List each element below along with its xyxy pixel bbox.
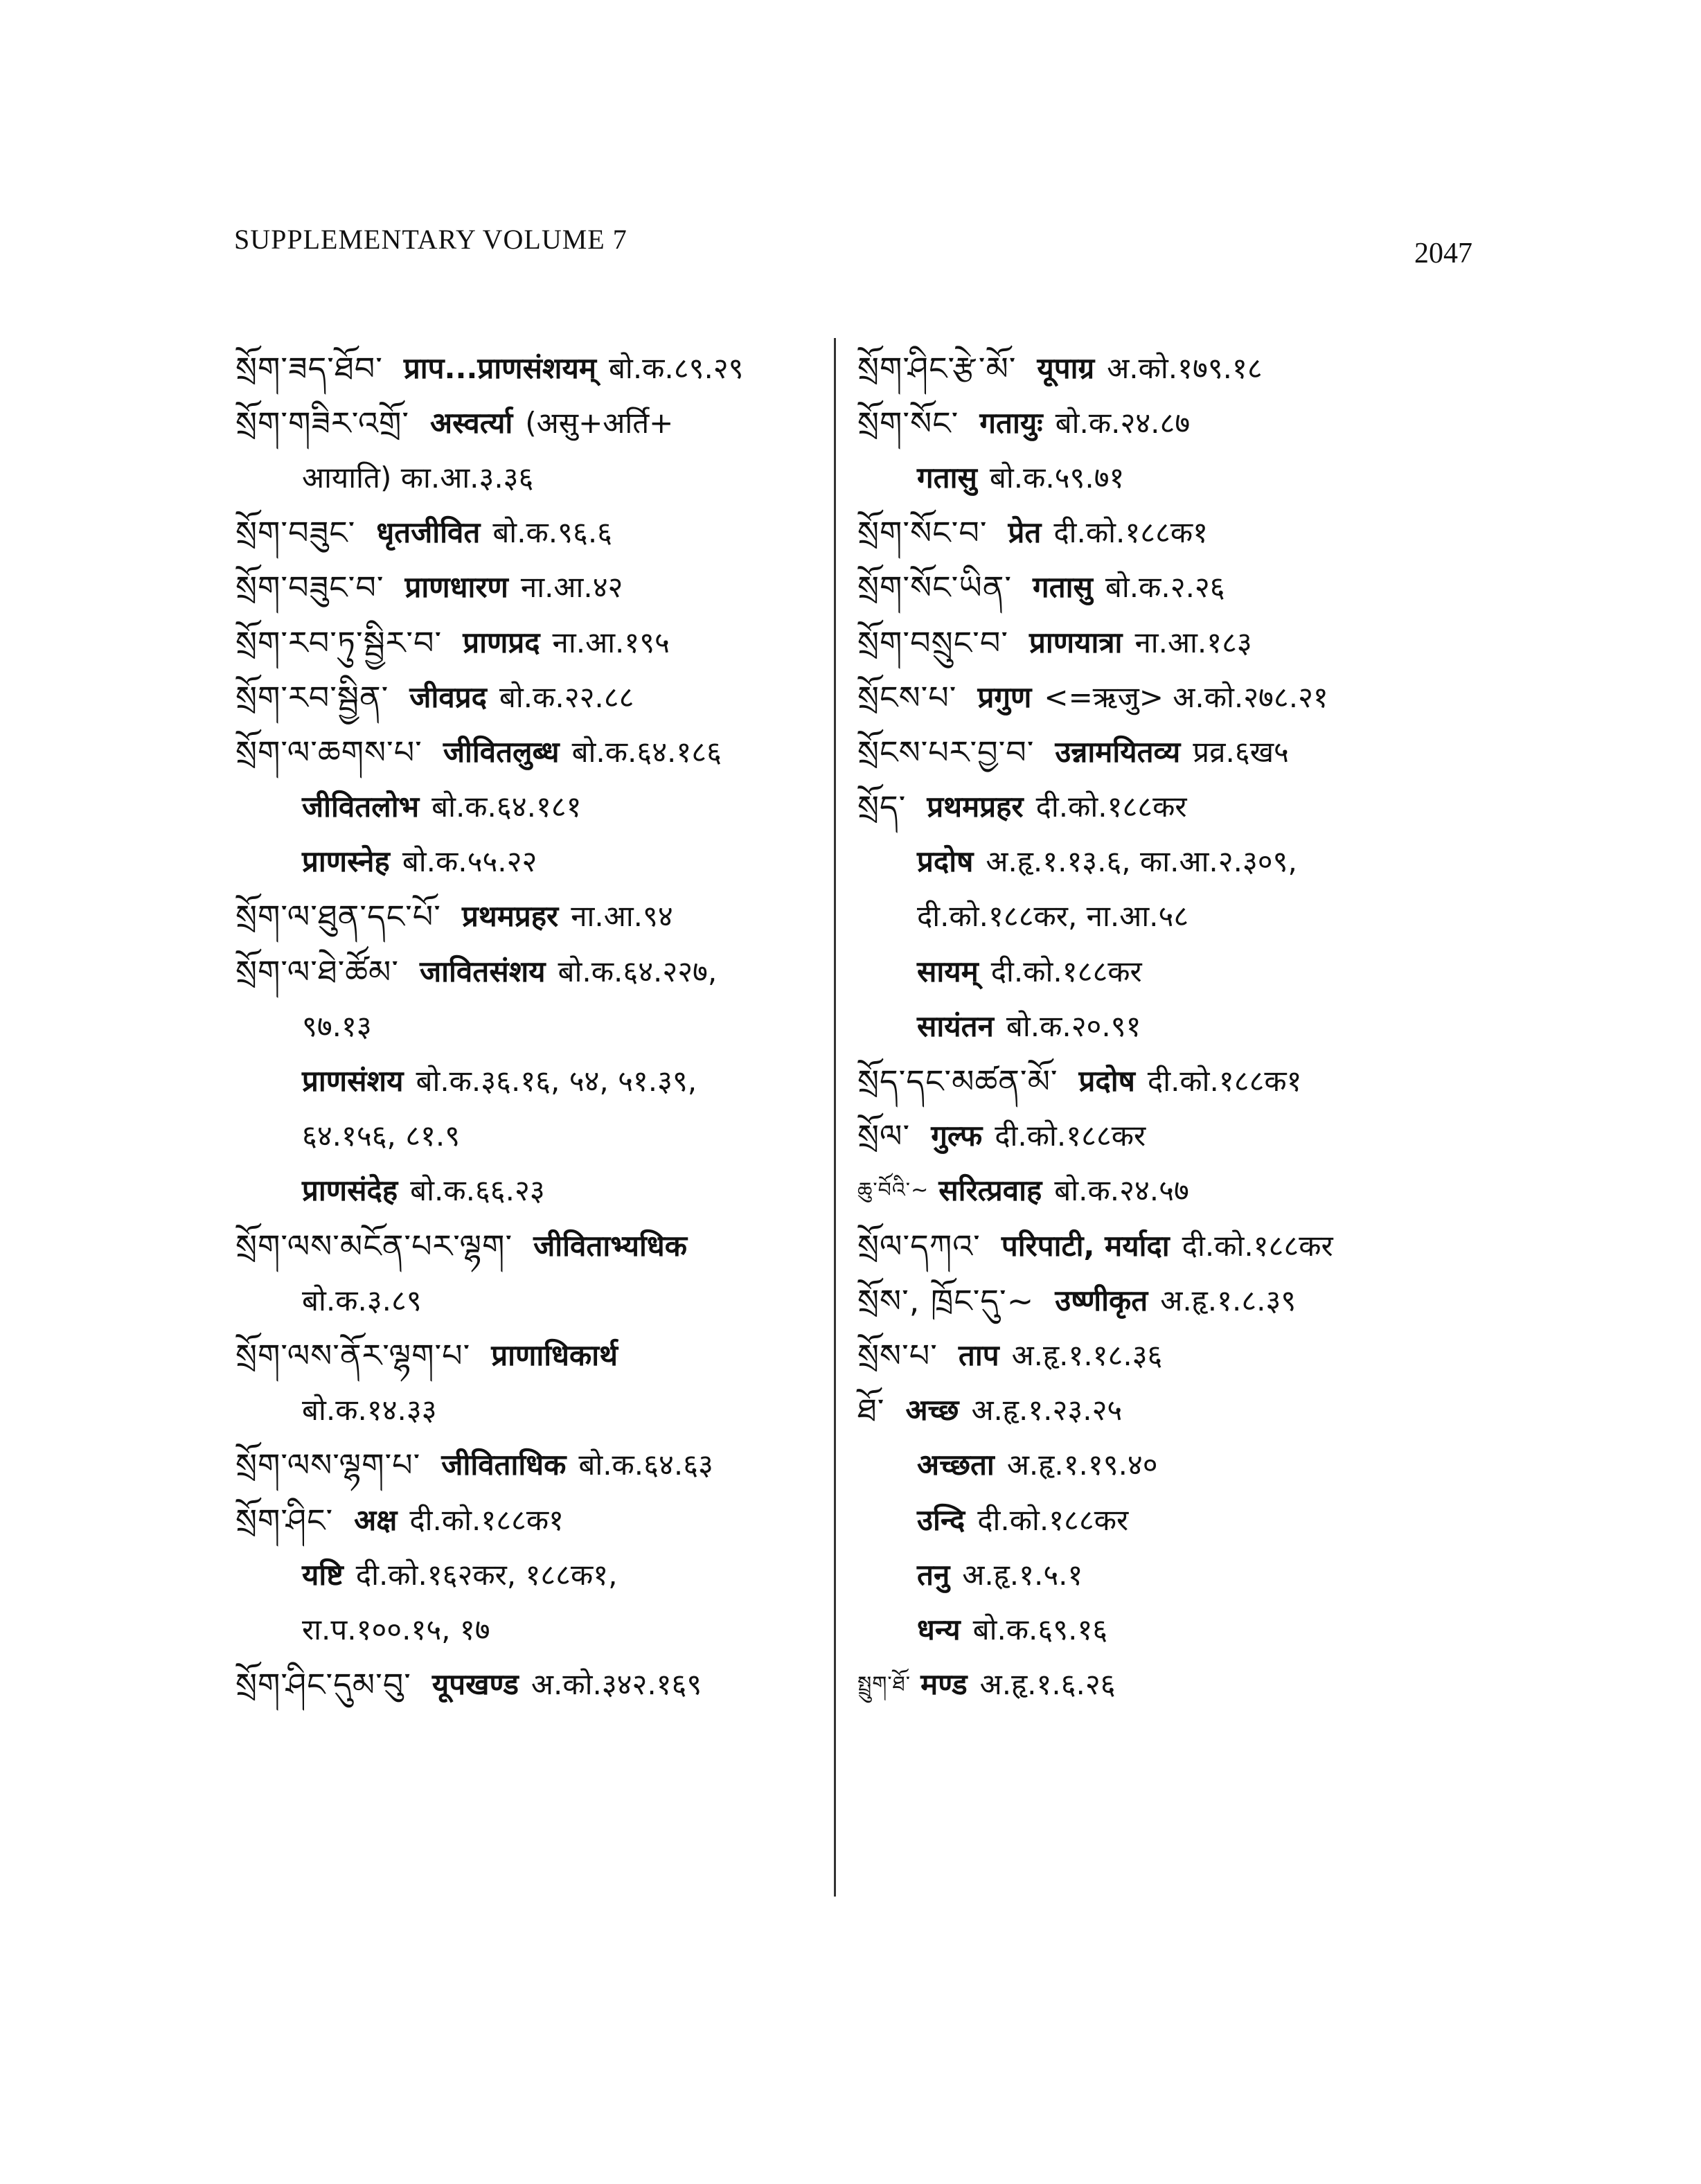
sanskrit-equivalent: प्राणाधिकार्थ [491, 1338, 618, 1372]
entry-line [857, 1218, 1467, 1273]
entry-line [235, 1547, 831, 1602]
sanskrit-equivalent: परिपाटी, मर्यादा [1001, 1228, 1170, 1263]
entry-line [857, 1109, 1467, 1164]
tibetan-headword: སྲོག་སོང་ [857, 404, 959, 442]
entry-line [857, 999, 1467, 1054]
sanskrit-equivalent: सरित्प्रवाह [938, 1173, 1042, 1208]
entry-line [857, 560, 1467, 615]
source-reference: दी.को.१८८कर [990, 954, 1142, 988]
source-reference: ना.आ.९४ [571, 899, 673, 934]
tibetan-headword: སྲོས་པ་ [857, 1336, 938, 1374]
tibetan-headword: སྲོག་ལ་ཐུན་དང་པོ་ [235, 898, 441, 936]
source-reference: बो.क.२४.८७ [1055, 405, 1191, 440]
sanskrit-equivalent: प्रदोष [917, 844, 974, 879]
source-reference: अ.हृ.१.१९.४० [1006, 1448, 1158, 1482]
sanskrit-equivalent: प्राणसंशय [302, 1064, 404, 1099]
source-reference: बो.क.५९.७१ [989, 460, 1125, 495]
entry-line [857, 1438, 1467, 1493]
entry-line [235, 889, 831, 944]
tibetan-headword: སྲོག་རབ་ཏུ་སྦྱིར་བ་ [235, 623, 443, 662]
sanskrit-equivalent: अच्छता [917, 1448, 995, 1482]
sanskrit-equivalent: सायम् [917, 954, 979, 988]
tibetan-headword: སྲོག་ལས་ནོར་ལྷག་པ་ [235, 1336, 471, 1374]
entry-line [235, 1328, 831, 1383]
tibetan-headword: སྤྲུག་ཐོ་ [857, 1672, 911, 1697]
sanskrit-equivalent: प्राणस्नेह [302, 844, 390, 879]
source-reference: बो.क.१४.३३ [302, 1393, 437, 1428]
entry-line [235, 835, 831, 889]
tibetan-headword: སྲོག་ཤིང་དུམ་བུ་ [235, 1666, 411, 1704]
sanskrit-equivalent: गुल्फ [931, 1119, 983, 1153]
sanskrit-equivalent: जीविताभ्यधिक [533, 1228, 687, 1263]
entry-line [857, 506, 1467, 560]
sanskrit-equivalent: प्रगुण [977, 680, 1032, 714]
entry-line [857, 780, 1467, 835]
entry-line [235, 944, 831, 999]
tibetan-headword: སྲོག་སོང་ཡིན་ [857, 569, 1013, 607]
entry-line [857, 670, 1467, 725]
source-reference: अ.हृ.१.१८.३६ [1011, 1338, 1163, 1372]
tibetan-headword: སྲོངས་པ་ [857, 678, 957, 716]
left-column [235, 341, 831, 1712]
sanskrit-equivalent: प्रदोष [1078, 1064, 1135, 1099]
entry-line [857, 1164, 1467, 1218]
entry-line [857, 341, 1467, 396]
source-reference: अ.हृ.१.२३.२५ [971, 1393, 1123, 1428]
source-reference: दी.को.१८८कर [995, 1119, 1146, 1153]
source-reference: बो.क.९६.६ [492, 515, 613, 550]
sanskrit-equivalent: धन्य [917, 1612, 961, 1646]
sanskrit-equivalent: गतासु [1033, 570, 1093, 605]
entry-line [235, 1493, 831, 1547]
entry-line [235, 1438, 831, 1493]
source-reference: दी.को.१८८कर [1182, 1228, 1333, 1263]
tibetan-headword: སྲོག་གཟིར་འགྲོ་ [235, 404, 409, 442]
source-reference: बो.क.६६.२३ [410, 1173, 545, 1208]
source-reference: बो.क.६४.१८१ [431, 790, 582, 824]
entry-line [235, 780, 831, 835]
source-reference: बो.क.३.८९ [302, 1283, 422, 1317]
sanskrit-equivalent: उन्नामयितव्य [1055, 734, 1181, 769]
entry-line [235, 560, 831, 615]
tibetan-headword: སྲོད་དང་མཚན་མོ་ [857, 1063, 1058, 1101]
entry-line [235, 450, 831, 505]
entry-line [235, 615, 831, 670]
tibetan-headword: སྲོལ་དཀའ་ [857, 1227, 981, 1265]
tibetan-headword: སྲོག་ཤིང་རྩེ་མོ་ [857, 349, 1017, 387]
entry-line [235, 1109, 831, 1164]
sanskrit-equivalent: धृतजीवित [376, 515, 481, 550]
tibetan-headword: སྲོལ་ [857, 1117, 911, 1155]
entry-line [235, 506, 831, 560]
right-column [857, 341, 1467, 1712]
entry-line [857, 1383, 1467, 1438]
column-divider [834, 338, 836, 1897]
tibetan-headword: སྲོག་ལས་ལྷག་པ་ [235, 1446, 421, 1484]
entry-line [857, 450, 1467, 505]
sanskrit-equivalent: प्राप...प्राणसंशयम् [403, 350, 596, 385]
sanskrit-equivalent: प्राणयात्रा [1028, 625, 1123, 659]
source-reference: दी.को.१८८कर [1035, 790, 1187, 824]
sanskrit-equivalent: गतासु [917, 460, 977, 495]
sanskrit-equivalent: जीविताधिक [441, 1448, 567, 1482]
source-reference: ना.आ.१९५ [552, 625, 670, 659]
tibetan-headword: སྲོག་ལ་ཆགས་པ་ [235, 733, 422, 771]
entry-line [235, 999, 831, 1054]
source-reference: अ.हृ.१.६.२६ [979, 1667, 1116, 1702]
source-reference: दी.को.१८८कर [977, 1502, 1129, 1537]
page-number: 2047 [1414, 238, 1472, 269]
entry-line [235, 1383, 831, 1438]
source-reference: दी.को.१८८क१ [1053, 515, 1208, 550]
sanskrit-equivalent: यूपखण्ड [431, 1667, 519, 1702]
entry-line [857, 944, 1467, 999]
tibetan-headword: ཐོ་ [857, 1392, 885, 1430]
tibetan-headword: སྲོག་སོང་བ་ [857, 514, 988, 552]
sanskrit-equivalent: ताप [958, 1338, 999, 1372]
source-reference: बो.क.६४.६३ [578, 1448, 713, 1482]
tibetan-headword: སྲོག་ལ་ཐེ་ཚོམ་ [235, 952, 399, 991]
sanskrit-equivalent: जावितसंशय [420, 954, 546, 988]
entry-line [857, 615, 1467, 670]
source-reference: अ.हृ.१.८.३९ [1160, 1283, 1297, 1317]
tibetan-headword: སྲོག་བཟུང་ [235, 514, 356, 552]
source-reference: अ.को.१७९.१८ [1107, 350, 1263, 385]
sanskrit-equivalent: अच्छ [905, 1393, 959, 1428]
running-head: SUPPLEMENTARY VOLUME 7 [234, 224, 627, 255]
entry-line [235, 1218, 831, 1273]
sanskrit-equivalent: जीवितलुब्ध [443, 734, 560, 769]
sanskrit-equivalent: उष्णीकृत [1055, 1283, 1148, 1317]
sanskrit-equivalent: प्रथमप्रहर [461, 899, 559, 934]
source-reference: दी.को.१८८कर, ना.आ.५८ [917, 899, 1189, 934]
source-reference: ना.आ.१८३ [1134, 625, 1252, 659]
source-reference: प्रव्र.६ख५ [1193, 734, 1289, 769]
tibetan-headword: སྲོངས་པར་བྱ་བ་ [857, 733, 1035, 771]
sanskrit-equivalent: यूपाग्र [1037, 350, 1095, 385]
tibetan-headword: ཆུ་བོའི་~ [857, 1178, 929, 1203]
source-reference: बो.क.६९.१६ [972, 1612, 1108, 1646]
sanskrit-equivalent: प्राणधारण [404, 570, 508, 605]
sanskrit-equivalent: यष्टि [302, 1557, 344, 1592]
sanskrit-equivalent: प्राणप्रद [463, 625, 540, 659]
source-reference: आयाति) का.आ.३.३६ [302, 460, 534, 495]
source-reference: बो.क.६४.१८६ [571, 734, 722, 769]
sanskrit-equivalent: जीवप्रद [409, 680, 487, 714]
entry-line [235, 341, 831, 396]
source-reference: अ.हृ.१.१३.६, का.आ.२.३०९, [986, 844, 1297, 879]
entry-line [857, 1547, 1467, 1602]
source-reference: बो.क.२४.५७ [1054, 1173, 1189, 1208]
sanskrit-equivalent: सायंतन [917, 1009, 994, 1043]
entry-line [857, 725, 1467, 779]
source-reference: बो.क.५५.२२ [402, 844, 537, 879]
tibetan-headword: སྲོག་བཟུང་བ་ [235, 569, 384, 607]
sanskrit-equivalent: अक्ष [354, 1502, 398, 1537]
entry-line [235, 396, 831, 450]
source-reference: बो.क.३६.१६, ५४, ५१.३९, [416, 1064, 697, 1099]
source-reference: दी.को.१८८क१ [409, 1502, 564, 1537]
source-reference: ९७.१३ [302, 1009, 372, 1043]
tibetan-headword: སྲོད་ [857, 788, 907, 826]
entry-line [857, 1658, 1467, 1712]
entry-line [235, 725, 831, 779]
sanskrit-equivalent: प्राणसंदेह [302, 1173, 398, 1208]
entry-line [857, 1328, 1467, 1383]
source-reference: बो.क.६४.२२७, [558, 954, 718, 988]
source-reference: ६४.१५६, ८१.९ [302, 1119, 461, 1153]
source-reference: बो.क.२.२६ [1105, 570, 1225, 605]
sanskrit-equivalent: अस्वर्त्या [430, 405, 513, 440]
sanskrit-equivalent: प्रेत [1008, 515, 1042, 550]
entry-line [235, 1054, 831, 1108]
sanskrit-equivalent: तनु [917, 1557, 950, 1592]
source-reference: <=ऋजु> अ.को.२७८.२१ [1044, 680, 1328, 714]
sanskrit-equivalent: जीवितलोभ [302, 790, 420, 824]
entry-line [857, 1602, 1467, 1657]
tibetan-headword: སྲོག་ཤིང་ [235, 1501, 334, 1539]
entry-line [857, 1054, 1467, 1108]
tibetan-headword: སྲོས་, ཁྲོང་དུ་~ [857, 1281, 1035, 1320]
source-reference: ना.आ.४२ [520, 570, 623, 605]
source-reference: बो.क.२२.८८ [499, 680, 634, 714]
entry-line [857, 889, 1467, 944]
tibetan-headword: སྲོག་རབ་སྦྱིན་ [235, 678, 389, 716]
tibetan-headword: སྲོག་ཟད་ཐོབ་ [235, 349, 383, 387]
source-reference: अ.हृ.१.५.१ [962, 1557, 1083, 1592]
source-reference: रा.प.१००.१५, १७ [302, 1612, 490, 1646]
sanskrit-equivalent: गतायुः [979, 405, 1043, 440]
sanskrit-equivalent: प्रथमप्रहर [927, 790, 1024, 824]
entry-line [235, 1658, 831, 1712]
entry-line [857, 835, 1467, 889]
source-reference: बो.क.२०.९१ [1006, 1009, 1141, 1043]
tibetan-headword: སྲོག་ལས་མངོན་པར་ལྷག་ [235, 1227, 513, 1265]
sanskrit-equivalent: मण्ड [920, 1667, 968, 1702]
entry-line [235, 1602, 831, 1657]
source-reference: दी.को.१८८क१ [1147, 1064, 1302, 1099]
entry-line [235, 1273, 831, 1328]
source-reference: (असु+अर्ति+ [525, 405, 674, 440]
entry-line [235, 670, 831, 725]
source-reference: बो.क.८९.२९ [608, 350, 744, 385]
source-reference: अ.को.३४२.१६९ [531, 1667, 702, 1702]
source-reference: दी.को.१६२कर, १८८क१, [355, 1557, 618, 1592]
tibetan-headword: སྲོག་བསྲུང་བ་ [857, 623, 1008, 662]
entry-line [857, 1493, 1467, 1547]
sanskrit-equivalent: उन्दि [917, 1502, 965, 1537]
entry-line [235, 1164, 831, 1218]
entry-line [857, 396, 1467, 450]
entry-line [857, 1273, 1467, 1328]
